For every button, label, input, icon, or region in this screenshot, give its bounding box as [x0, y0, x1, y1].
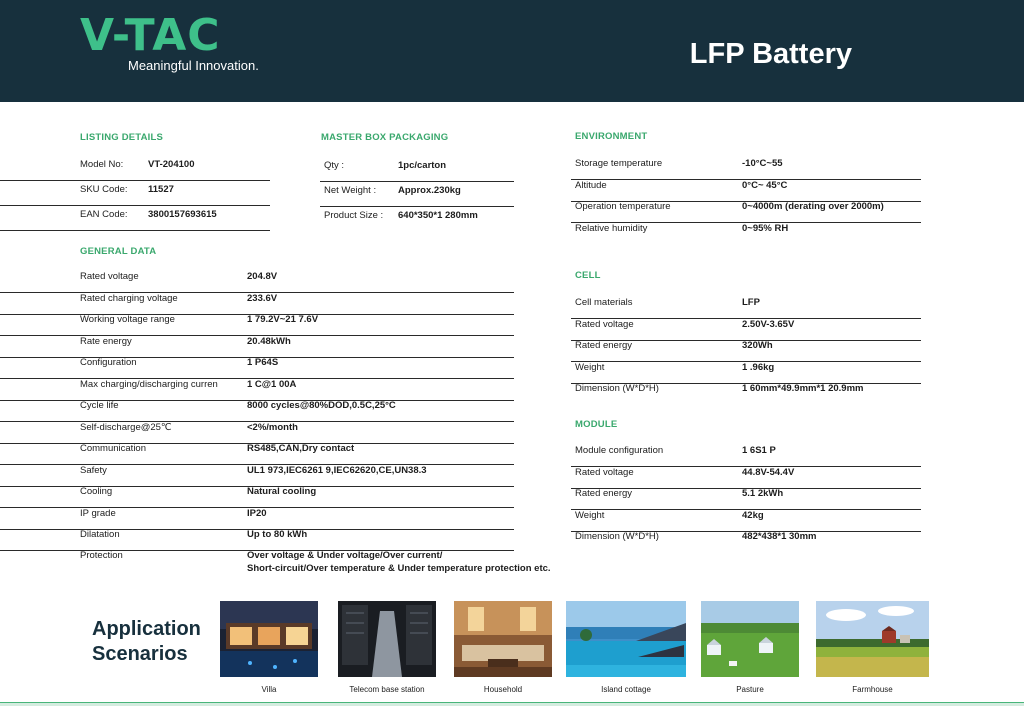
scenario-telecom [338, 601, 436, 698]
environment-heading: ENVIRONMENT [575, 131, 648, 142]
environment-label: Relative humidity [575, 222, 648, 234]
general-label: Working voltage range [80, 314, 175, 325]
listing-value: VT-204100 [148, 159, 195, 170]
general-label: Rated charging voltage [80, 292, 178, 304]
general-value: 1 79.2V~21 7.6V [247, 314, 319, 325]
application-scenarios-title [92, 617, 201, 667]
general-row [0, 271, 514, 293]
cell-row [571, 362, 921, 384]
scenario-caption: Household [483, 685, 523, 694]
footer-divider [0, 702, 1024, 706]
general-value: 1 P64S [247, 357, 279, 368]
master-box-heading: MASTER BOX PACKAGING [321, 132, 449, 143]
general-value: RS485,CAN,Dry contact [247, 443, 355, 454]
cell-value: LFP [742, 297, 760, 308]
apps-title-line-2: Scenarios [92, 643, 188, 665]
scenario-pasture [701, 601, 799, 698]
master-box-row-qty [320, 160, 514, 182]
general-row [0, 486, 514, 508]
general-row [0, 379, 514, 401]
general-value: IP20 [247, 507, 267, 519]
product-title: LFP Battery [689, 38, 852, 70]
cell-value: 320Wh [742, 340, 773, 351]
cell-value: 1 .96kg [742, 361, 775, 373]
master-box-value: 640*350*1 280mm [398, 210, 478, 221]
module-row [571, 488, 921, 510]
environment-value: 0~95% RH [742, 222, 789, 234]
general-label: IP grade [80, 507, 116, 519]
cell-row [571, 383, 921, 405]
brand-logo [80, 10, 221, 61]
general-value: 8000 cycles@80%DOD,0.5C,25°C [247, 400, 396, 411]
module-value: 5.1 2kWh [742, 488, 784, 499]
cell-label: Rated energy [575, 340, 633, 351]
cell-label: Rated voltage [575, 318, 634, 330]
module-row [571, 510, 921, 532]
general-value: Up to 80 kWh [247, 529, 308, 540]
cell-value: 2.50V-3.65V [742, 318, 795, 330]
master-box-value: Approx.230kg [398, 185, 461, 196]
scenario-caption: Island cottage [601, 685, 651, 694]
general-label: Safety [80, 464, 107, 476]
general-row [0, 293, 514, 315]
general-value: <2%/month [247, 421, 298, 433]
listing-row-ean [0, 209, 270, 231]
module-label: Rated energy [575, 488, 633, 499]
scenario-household [454, 601, 552, 698]
general-row [0, 400, 514, 422]
master-box-value: 1pc/carton [398, 160, 447, 171]
general-row [0, 529, 514, 551]
general-row [0, 508, 514, 530]
scenario-caption: Farmhouse [852, 685, 893, 694]
environment-row [571, 223, 921, 245]
environment-label: Operation temperature [575, 201, 671, 212]
general-label: Protection [80, 550, 123, 561]
module-label: Rated voltage [575, 466, 634, 478]
general-label: Self-discharge@25℃ [80, 421, 172, 433]
scenario-island-cottage [566, 601, 686, 698]
general-row [0, 422, 514, 444]
general-label: Max charging/discharging curren [80, 378, 218, 390]
scenario-caption: Telecom base station [349, 685, 425, 694]
cell-row [571, 319, 921, 341]
master-box-label: Qty : [324, 160, 345, 171]
general-label: Cycle life [80, 400, 119, 411]
module-label: Weight [575, 509, 605, 521]
general-data-heading: GENERAL DATA [80, 246, 157, 257]
listing-row-sku [0, 184, 270, 206]
module-row [571, 445, 921, 467]
cell-label: Cell materials [575, 297, 633, 308]
general-row [0, 336, 514, 358]
general-row [0, 314, 514, 336]
module-row [571, 467, 921, 489]
telecom-photo [338, 601, 436, 677]
environment-value: -10°C~55 [742, 158, 783, 169]
general-label: Rated voltage [80, 271, 139, 282]
general-row [0, 357, 514, 379]
apps-title-line-1: Application [92, 618, 201, 640]
general-value: UL1 973,IEC6261 9,IEC62620,CE,UN38.3 [247, 464, 427, 476]
master-box-row-size [320, 210, 514, 232]
listing-label: SKU Code: [80, 184, 128, 195]
environment-label: Storage temperature [575, 158, 663, 169]
listing-label: EAN Code: [80, 209, 128, 220]
scenario-caption: Villa [261, 685, 277, 694]
protection-line-2: Short-circuit/Over temperature & Under temperature protection etc. [247, 563, 551, 574]
listing-details-heading: LISTING DETAILS [80, 132, 164, 143]
scenario-villa [220, 601, 318, 698]
general-value: 233.6V [247, 292, 278, 304]
general-label: Rate energy [80, 335, 132, 347]
general-row [0, 465, 514, 487]
cell-row [571, 340, 921, 362]
environment-value: 0°C~ 45°C [742, 179, 788, 191]
listing-value: 3800157693615 [148, 209, 217, 220]
module-row [571, 531, 921, 553]
cell-label: Dimension (W*D*H) [575, 383, 659, 394]
environment-value: 0~4000m (derating over 2000m) [742, 201, 884, 212]
master-box-row-weight [320, 185, 514, 207]
scenario-farmhouse [816, 601, 929, 698]
module-label: Module configuration [575, 445, 664, 456]
cell-row [571, 297, 921, 319]
general-row [0, 443, 514, 465]
protection-line-1: Over voltage & Under voltage/Over current/ [247, 550, 443, 561]
listing-label: Model No: [80, 159, 124, 170]
scenario-caption: Pasture [736, 685, 764, 694]
master-box-label: Product Size : [324, 210, 384, 221]
brand-logo-text: V-TAC [80, 10, 221, 61]
listing-row-model [0, 159, 270, 181]
brand-tagline: Meaningful Innovation. [128, 58, 259, 73]
cell-label: Weight [575, 361, 605, 373]
household-photo [454, 601, 552, 677]
module-label: Dimension (W*D*H) [575, 531, 659, 542]
cell-heading: CELL [575, 270, 601, 281]
general-label: Communication [80, 443, 146, 454]
module-value: 42kg [742, 509, 764, 521]
listing-value: 11527 [148, 184, 174, 195]
general-label: Configuration [80, 357, 137, 368]
master-box-label: Net Weight : [324, 185, 377, 196]
cell-value: 1 60mm*49.9mm*1 20.9mm [742, 383, 864, 394]
general-value: 1 C@1 00A [247, 378, 297, 390]
module-value: 1 6S1 P [742, 445, 776, 456]
module-value: 44.8V-54.4V [742, 466, 795, 478]
page-header [0, 0, 1024, 102]
island-cottage-photo [566, 601, 686, 677]
general-value: 204.8V [247, 271, 278, 282]
general-value: Natural cooling [247, 486, 317, 497]
module-value: 482*438*1 30mm [742, 531, 817, 542]
environment-row [571, 180, 921, 202]
general-label: Dilatation [80, 529, 120, 540]
environment-label: Altitude [575, 179, 607, 191]
module-heading: MODULE [575, 419, 618, 430]
villa-photo [220, 601, 318, 677]
general-value: 20.48kWh [247, 335, 291, 347]
environment-row [571, 201, 921, 223]
general-label: Cooling [80, 486, 113, 497]
environment-row [571, 158, 921, 180]
pasture-photo [701, 601, 799, 677]
farmhouse-photo [816, 601, 929, 677]
general-row-protection [0, 550, 560, 580]
